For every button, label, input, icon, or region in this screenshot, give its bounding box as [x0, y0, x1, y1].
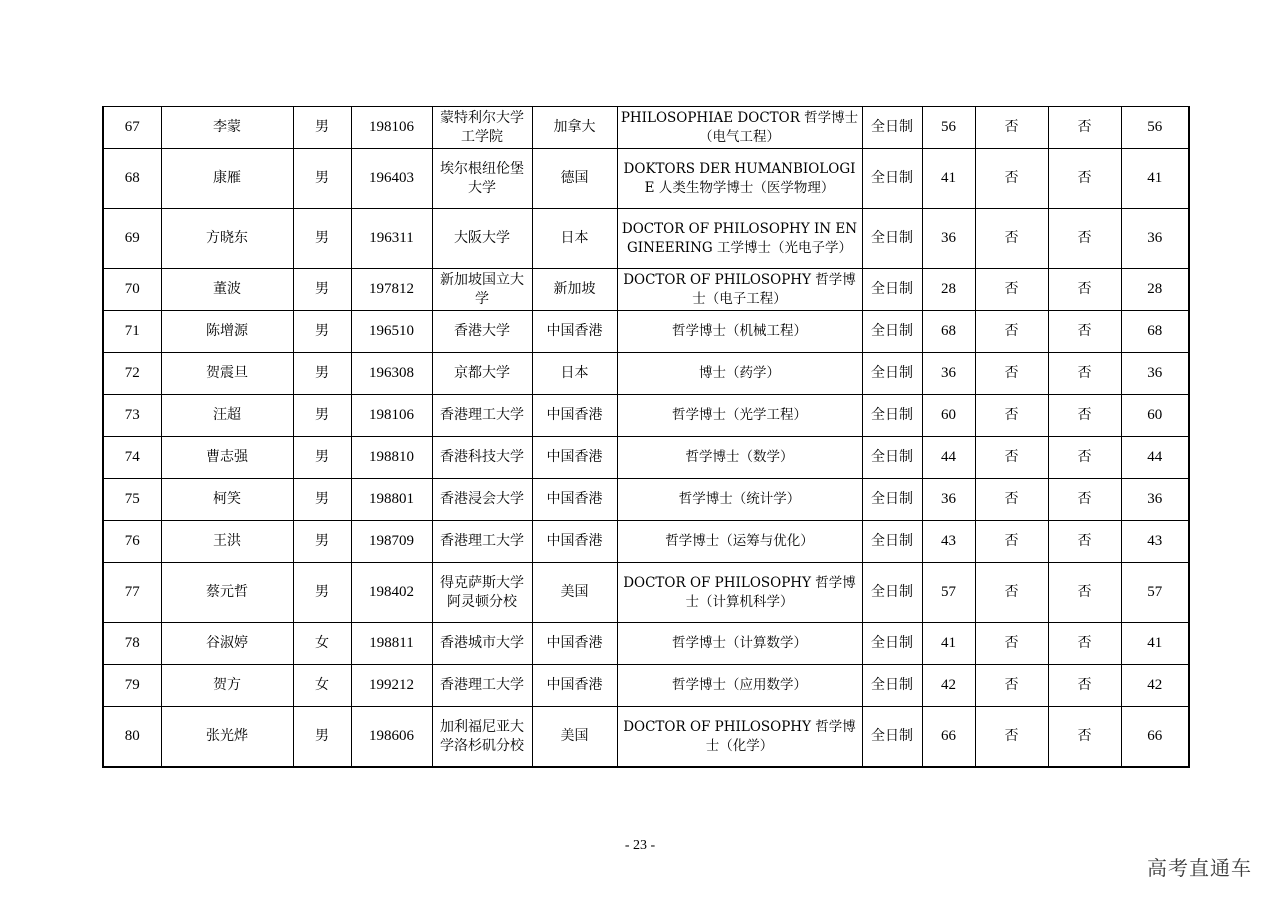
birth-date-cell: 199212: [351, 665, 432, 707]
degree-cell: 博士（药学）: [617, 353, 862, 395]
degree-cell: 哲学博士（运筹与优化）: [617, 521, 862, 563]
gender-cell: 女: [293, 665, 351, 707]
flag-cell-2: 否: [1048, 311, 1121, 353]
total-cell: 43: [1121, 521, 1189, 563]
country-cell: 中国香港: [532, 479, 617, 521]
value-cell: 42: [922, 665, 975, 707]
degree-cell: 哲学博士（光学工程）: [617, 395, 862, 437]
gender-cell: 男: [293, 437, 351, 479]
table-row: [103, 479, 1189, 521]
school-cell: 香港大学: [432, 311, 532, 353]
name-cell: 汪超: [161, 395, 293, 437]
total-cell: 68: [1121, 311, 1189, 353]
study-mode-cell: 全日制: [862, 353, 922, 395]
name-cell: 贺方: [161, 665, 293, 707]
flag-cell-1: 否: [975, 149, 1048, 209]
total-cell: 66: [1121, 707, 1189, 768]
country-cell: 美国: [532, 563, 617, 623]
flag-cell-1: 否: [975, 479, 1048, 521]
name-cell: 张光烨: [161, 707, 293, 768]
flag-cell-2: 否: [1048, 209, 1121, 269]
study-mode-cell: 全日制: [862, 395, 922, 437]
flag-cell-2: 否: [1048, 521, 1121, 563]
birth-date-cell: 198606: [351, 707, 432, 768]
flag-cell-2: 否: [1048, 437, 1121, 479]
applicant-table: [102, 106, 1190, 768]
gender-cell: 男: [293, 311, 351, 353]
row-number: 72: [103, 353, 161, 395]
row-number: 76: [103, 521, 161, 563]
birth-date-cell: 196510: [351, 311, 432, 353]
flag-cell-2: 否: [1048, 107, 1121, 149]
table-row: [103, 437, 1189, 479]
degree-cell: 哲学博士（机械工程）: [617, 311, 862, 353]
gender-cell: 男: [293, 107, 351, 149]
row-number: 71: [103, 311, 161, 353]
school-cell: 香港理工大学: [432, 665, 532, 707]
gender-cell: 男: [293, 209, 351, 269]
total-cell: 41: [1121, 623, 1189, 665]
page-number: - 23 -: [624, 838, 656, 853]
degree-cell: DOCTOR OF PHILOSOPHY 哲学博士（电子工程）: [617, 269, 862, 311]
name-cell: 王洪: [161, 521, 293, 563]
school-cell: 加利福尼亚大学洛杉矶分校: [432, 707, 532, 768]
country-cell: 中国香港: [532, 437, 617, 479]
degree-cell: 哲学博士（数学）: [617, 437, 862, 479]
value-cell: 66: [922, 707, 975, 768]
total-cell: 57: [1121, 563, 1189, 623]
row-number: 75: [103, 479, 161, 521]
table-row: [103, 395, 1189, 437]
table-row: [103, 521, 1189, 563]
table-row: [103, 269, 1189, 311]
table-row: [103, 623, 1189, 665]
gender-cell: 男: [293, 353, 351, 395]
value-cell: 28: [922, 269, 975, 311]
birth-date-cell: 196311: [351, 209, 432, 269]
school-cell: 香港理工大学: [432, 521, 532, 563]
flag-cell-2: 否: [1048, 707, 1121, 768]
row-number: 70: [103, 269, 161, 311]
gender-cell: 男: [293, 269, 351, 311]
country-cell: 加拿大: [532, 107, 617, 149]
degree-cell: DOCTOR OF PHILOSOPHY IN ENGINEERING 工学博士（光电子学）: [617, 209, 862, 269]
school-cell: 得克萨斯大学阿灵顿分校: [432, 563, 532, 623]
total-cell: 42: [1121, 665, 1189, 707]
birth-date-cell: 198810: [351, 437, 432, 479]
gender-cell: 男: [293, 707, 351, 768]
table-row: [103, 353, 1189, 395]
degree-cell: DOKTORS DER HUMANBIOLOGIE 人类生物学博士（医学物理）: [617, 149, 862, 209]
row-number: 68: [103, 149, 161, 209]
degree-cell: DOCTOR OF PHILOSOPHY 哲学博士（计算机科学）: [617, 563, 862, 623]
degree-cell: DOCTOR OF PHILOSOPHY 哲学博士（化学）: [617, 707, 862, 768]
table-row: [103, 707, 1189, 768]
gender-cell: 男: [293, 395, 351, 437]
gender-cell: 男: [293, 479, 351, 521]
flag-cell-1: 否: [975, 665, 1048, 707]
total-cell: 28: [1121, 269, 1189, 311]
value-cell: 60: [922, 395, 975, 437]
watermark: 高考直通车: [1147, 856, 1252, 880]
country-cell: 德国: [532, 149, 617, 209]
country-cell: 中国香港: [532, 311, 617, 353]
flag-cell-1: 否: [975, 209, 1048, 269]
study-mode-cell: 全日制: [862, 521, 922, 563]
flag-cell-2: 否: [1048, 353, 1121, 395]
name-cell: 蔡元哲: [161, 563, 293, 623]
value-cell: 43: [922, 521, 975, 563]
school-cell: 蒙特利尔大学工学院: [432, 107, 532, 149]
birth-date-cell: 196403: [351, 149, 432, 209]
value-cell: 41: [922, 149, 975, 209]
flag-cell-1: 否: [975, 107, 1048, 149]
study-mode-cell: 全日制: [862, 707, 922, 768]
name-cell: 曹志强: [161, 437, 293, 479]
flag-cell-1: 否: [975, 623, 1048, 665]
name-cell: 陈增源: [161, 311, 293, 353]
name-cell: 董波: [161, 269, 293, 311]
value-cell: 36: [922, 479, 975, 521]
value-cell: 36: [922, 353, 975, 395]
name-cell: 谷淑婷: [161, 623, 293, 665]
degree-cell: 哲学博士（计算数学）: [617, 623, 862, 665]
flag-cell-2: 否: [1048, 395, 1121, 437]
gender-cell: 男: [293, 521, 351, 563]
birth-date-cell: 196308: [351, 353, 432, 395]
country-cell: 中国香港: [532, 665, 617, 707]
name-cell: 柯笑: [161, 479, 293, 521]
country-cell: 中国香港: [532, 623, 617, 665]
row-number: 69: [103, 209, 161, 269]
value-cell: 44: [922, 437, 975, 479]
name-cell: 李蒙: [161, 107, 293, 149]
value-cell: 41: [922, 623, 975, 665]
country-cell: 中国香港: [532, 521, 617, 563]
school-cell: 香港科技大学: [432, 437, 532, 479]
school-cell: 大阪大学: [432, 209, 532, 269]
flag-cell-1: 否: [975, 395, 1048, 437]
name-cell: 方晓东: [161, 209, 293, 269]
total-cell: 60: [1121, 395, 1189, 437]
birth-date-cell: 198106: [351, 107, 432, 149]
flag-cell-1: 否: [975, 353, 1048, 395]
study-mode-cell: 全日制: [862, 107, 922, 149]
flag-cell-1: 否: [975, 521, 1048, 563]
row-number: 80: [103, 707, 161, 768]
school-cell: 埃尔根纽伦堡大学: [432, 149, 532, 209]
birth-date-cell: 198811: [351, 623, 432, 665]
birth-date-cell: 197812: [351, 269, 432, 311]
school-cell: 新加坡国立大学: [432, 269, 532, 311]
gender-cell: 男: [293, 563, 351, 623]
name-cell: 康雁: [161, 149, 293, 209]
row-number: 74: [103, 437, 161, 479]
birth-date-cell: 198402: [351, 563, 432, 623]
school-cell: 香港城市大学: [432, 623, 532, 665]
table-row: [103, 563, 1189, 623]
school-cell: 京都大学: [432, 353, 532, 395]
study-mode-cell: 全日制: [862, 209, 922, 269]
flag-cell-1: 否: [975, 311, 1048, 353]
birth-date-cell: 198106: [351, 395, 432, 437]
row-number: 79: [103, 665, 161, 707]
study-mode-cell: 全日制: [862, 437, 922, 479]
country-cell: 新加坡: [532, 269, 617, 311]
row-number: 73: [103, 395, 161, 437]
flag-cell-2: 否: [1048, 563, 1121, 623]
flag-cell-2: 否: [1048, 665, 1121, 707]
flag-cell-1: 否: [975, 707, 1048, 768]
birth-date-cell: 198709: [351, 521, 432, 563]
flag-cell-2: 否: [1048, 269, 1121, 311]
country-cell: 日本: [532, 209, 617, 269]
study-mode-cell: 全日制: [862, 479, 922, 521]
flag-cell-2: 否: [1048, 149, 1121, 209]
study-mode-cell: 全日制: [862, 665, 922, 707]
degree-cell: 哲学博士（应用数学）: [617, 665, 862, 707]
country-cell: 日本: [532, 353, 617, 395]
table-row: [103, 107, 1189, 149]
flag-cell-1: 否: [975, 269, 1048, 311]
flag-cell-2: 否: [1048, 479, 1121, 521]
degree-cell: 哲学博士（统计学）: [617, 479, 862, 521]
total-cell: 36: [1121, 209, 1189, 269]
gender-cell: 男: [293, 149, 351, 209]
study-mode-cell: 全日制: [862, 149, 922, 209]
total-cell: 44: [1121, 437, 1189, 479]
table-row: [103, 149, 1189, 209]
country-cell: 中国香港: [532, 395, 617, 437]
table-row: [103, 665, 1189, 707]
table-row: [103, 209, 1189, 269]
name-cell: 贺震旦: [161, 353, 293, 395]
birth-date-cell: 198801: [351, 479, 432, 521]
study-mode-cell: 全日制: [862, 269, 922, 311]
row-number: 77: [103, 563, 161, 623]
study-mode-cell: 全日制: [862, 311, 922, 353]
value-cell: 68: [922, 311, 975, 353]
study-mode-cell: 全日制: [862, 563, 922, 623]
gender-cell: 女: [293, 623, 351, 665]
total-cell: 36: [1121, 353, 1189, 395]
total-cell: 41: [1121, 149, 1189, 209]
value-cell: 56: [922, 107, 975, 149]
table-row: [103, 311, 1189, 353]
value-cell: 57: [922, 563, 975, 623]
flag-cell-1: 否: [975, 563, 1048, 623]
flag-cell-1: 否: [975, 437, 1048, 479]
value-cell: 36: [922, 209, 975, 269]
school-cell: 香港浸会大学: [432, 479, 532, 521]
country-cell: 美国: [532, 707, 617, 768]
total-cell: 56: [1121, 107, 1189, 149]
row-number: 78: [103, 623, 161, 665]
study-mode-cell: 全日制: [862, 623, 922, 665]
degree-cell: PHILOSOPHIAE DOCTOR 哲学博士（电气工程）: [617, 107, 862, 149]
school-cell: 香港理工大学: [432, 395, 532, 437]
flag-cell-2: 否: [1048, 623, 1121, 665]
total-cell: 36: [1121, 479, 1189, 521]
row-number: 67: [103, 107, 161, 149]
